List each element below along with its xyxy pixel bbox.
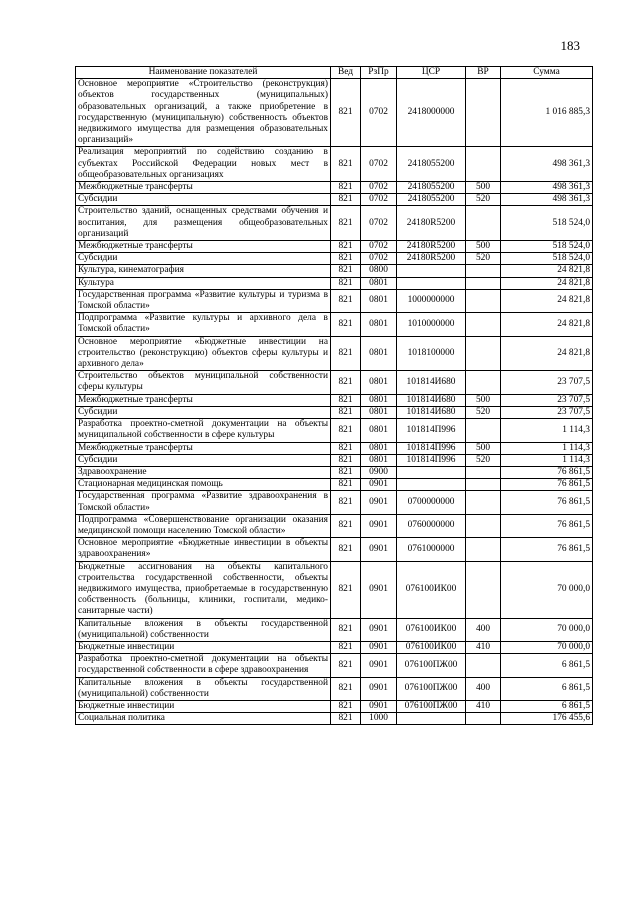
table-row [76, 206, 593, 241]
row-sum: 76 861,5 [501, 538, 593, 561]
row-name: Бюджетные ассигнования на объекты капитального строительства государственной собственности, объекты недвижимого имущества, приобретаемые в государственную собственность (больницы, клиники, госпитали, медико-санитарные части) [76, 561, 331, 618]
row-ved: 821 [331, 654, 361, 677]
row-sum: 70 000,0 [501, 618, 593, 641]
row-ved: 821 [331, 419, 361, 442]
row-name: Государственная программа «Развитие культуры и туризма в Томской области» [76, 289, 331, 312]
row-rzpr: 0702 [361, 206, 397, 241]
row-csr: 076100ПЖ00 [397, 677, 466, 700]
row-csr: 101814И680 [397, 394, 466, 406]
row-vr [466, 206, 501, 241]
row-sum: 23 707,5 [501, 406, 593, 418]
row-sum: 6 861,5 [501, 677, 593, 700]
row-ved: 821 [331, 79, 361, 147]
row-csr [397, 466, 466, 478]
row-rzpr: 0800 [361, 265, 397, 277]
table-body [76, 79, 593, 725]
row-ved: 821 [331, 253, 361, 265]
table-row [76, 79, 593, 147]
row-rzpr: 0801 [361, 406, 397, 418]
row-csr: 101814И680 [397, 371, 466, 394]
row-rzpr: 0901 [361, 491, 397, 514]
row-name: Субсидии [76, 406, 331, 418]
table-row [76, 147, 593, 182]
row-rzpr: 0901 [361, 514, 397, 537]
row-ved: 821 [331, 206, 361, 241]
row-name: Субсидии [76, 194, 331, 206]
row-csr: 101814П996 [397, 442, 466, 454]
table-row [76, 419, 593, 442]
table-row [76, 313, 593, 336]
row-name: Разработка проектно-сметной документации на объекты муниципальной собственности в сфере культуры [76, 419, 331, 442]
row-sum: 24 821,8 [501, 313, 593, 336]
row-csr: 24180R5200 [397, 206, 466, 241]
row-vr [466, 479, 501, 491]
row-rzpr: 0801 [361, 394, 397, 406]
row-name: Стационарная медицинская помощь [76, 479, 331, 491]
table-row [76, 442, 593, 454]
row-sum: 76 861,5 [501, 514, 593, 537]
row-ved: 821 [331, 700, 361, 712]
row-rzpr: 0702 [361, 194, 397, 206]
row-sum: 24 821,8 [501, 336, 593, 371]
row-vr: 500 [466, 241, 501, 253]
table-row [76, 406, 593, 418]
row-name: Строительство объектов муниципальной собственности сферы культуры [76, 371, 331, 394]
row-name: Основное мероприятие «Бюджетные инвестиции в объекты здравоохранения» [76, 538, 331, 561]
row-name: Межбюджетные трансферты [76, 241, 331, 253]
row-rzpr: 0801 [361, 336, 397, 371]
row-vr [466, 538, 501, 561]
table-row [76, 454, 593, 466]
row-sum: 76 861,5 [501, 479, 593, 491]
row-csr: 0760000000 [397, 514, 466, 537]
table-row [76, 713, 593, 725]
row-vr: 520 [466, 253, 501, 265]
row-name: Межбюджетные трансферты [76, 442, 331, 454]
row-vr: 520 [466, 454, 501, 466]
row-vr: 500 [466, 442, 501, 454]
row-rzpr: 0702 [361, 182, 397, 194]
row-rzpr: 0901 [361, 654, 397, 677]
row-rzpr: 0801 [361, 442, 397, 454]
row-vr: 400 [466, 677, 501, 700]
table-row [76, 514, 593, 537]
row-sum: 518 524,0 [501, 241, 593, 253]
row-rzpr: 0900 [361, 466, 397, 478]
row-csr: 1010000000 [397, 313, 466, 336]
table-row [76, 371, 593, 394]
row-ved: 821 [331, 265, 361, 277]
row-csr: 2418055200 [397, 194, 466, 206]
row-name: Реализация мероприятий по содействию созданию в субъектах Российской Федерации новых мест в общеобразовательных организациях [76, 147, 331, 182]
row-rzpr: 0702 [361, 147, 397, 182]
row-sum: 24 821,8 [501, 289, 593, 312]
row-ved: 821 [331, 618, 361, 641]
row-vr [466, 371, 501, 394]
row-name: Бюджетные инвестиции [76, 641, 331, 653]
row-name: Межбюджетные трансферты [76, 394, 331, 406]
row-sum: 518 524,0 [501, 253, 593, 265]
row-sum: 1 114,3 [501, 454, 593, 466]
row-name: Основное мероприятие «Строительство (реконструкция) объектов государственных (муниципальных) образовательных организаций, а также приобретение в государственную (муниципальную) собственность объектов недвижимого имущества для размещения образовательных организаций» [76, 79, 331, 147]
table-row [76, 253, 593, 265]
row-rzpr: 0801 [361, 454, 397, 466]
row-csr: 101814П996 [397, 419, 466, 442]
row-vr [466, 654, 501, 677]
row-sum: 498 361,3 [501, 182, 593, 194]
row-name: Подпрограмма «Развитие культуры и архивного дела в Томской области» [76, 313, 331, 336]
row-rzpr: 0901 [361, 677, 397, 700]
row-ved: 821 [331, 241, 361, 253]
table-row [76, 265, 593, 277]
row-rzpr: 0901 [361, 538, 397, 561]
row-name: Субсидии [76, 253, 331, 265]
row-csr [397, 265, 466, 277]
row-rzpr: 0801 [361, 419, 397, 442]
row-ved: 821 [331, 454, 361, 466]
row-sum: 23 707,5 [501, 394, 593, 406]
row-ved: 821 [331, 394, 361, 406]
header-ved: Вед [331, 67, 361, 79]
row-vr [466, 265, 501, 277]
row-csr: 076100ПЖ00 [397, 700, 466, 712]
row-csr: 076100ПЖ00 [397, 654, 466, 677]
row-ved: 821 [331, 147, 361, 182]
row-rzpr: 0801 [361, 277, 397, 289]
row-name: Субсидии [76, 454, 331, 466]
row-sum: 70 000,0 [501, 561, 593, 618]
row-vr [466, 466, 501, 478]
row-ved: 821 [331, 466, 361, 478]
table-row [76, 466, 593, 478]
table-row [76, 241, 593, 253]
page-number: 183 [560, 38, 580, 53]
row-sum: 1 114,3 [501, 442, 593, 454]
row-ved: 821 [331, 336, 361, 371]
row-ved: 821 [331, 194, 361, 206]
row-vr: 400 [466, 618, 501, 641]
row-name: Капитальные вложения в объекты государственной (муниципальной) собственности [76, 677, 331, 700]
row-vr: 500 [466, 394, 501, 406]
row-csr [397, 277, 466, 289]
table-row [76, 479, 593, 491]
row-sum: 1 016 885,3 [501, 79, 593, 147]
row-rzpr: 0901 [361, 618, 397, 641]
row-csr: 076100ИК00 [397, 618, 466, 641]
row-vr [466, 336, 501, 371]
row-sum: 24 821,8 [501, 265, 593, 277]
table-row [76, 277, 593, 289]
table-row [76, 618, 593, 641]
table-header-row [76, 67, 593, 79]
row-csr: 2418055200 [397, 147, 466, 182]
row-name: Строительство зданий, оснащенных средствами обучения и воспитания, для размещения общеобразовательных организаций [76, 206, 331, 241]
row-vr [466, 713, 501, 725]
row-sum: 176 455,6 [501, 713, 593, 725]
header-csr: ЦСР [397, 67, 466, 79]
row-name: Разработка проектно-сметной документации на объекты государственной собственности в сфере здравоохранения [76, 654, 331, 677]
row-vr [466, 147, 501, 182]
table-row [76, 561, 593, 618]
row-rzpr: 0801 [361, 371, 397, 394]
row-csr [397, 479, 466, 491]
row-rzpr: 0901 [361, 641, 397, 653]
row-rzpr: 0901 [361, 479, 397, 491]
row-sum: 70 000,0 [501, 641, 593, 653]
table-row [76, 654, 593, 677]
row-vr: 520 [466, 194, 501, 206]
row-rzpr: 0801 [361, 313, 397, 336]
row-csr: 1018100000 [397, 336, 466, 371]
row-sum: 518 524,0 [501, 206, 593, 241]
row-vr [466, 561, 501, 618]
row-vr: 410 [466, 641, 501, 653]
row-csr: 1000000000 [397, 289, 466, 312]
row-rzpr: 0801 [361, 289, 397, 312]
row-csr: 076100ИК00 [397, 561, 466, 618]
row-vr [466, 419, 501, 442]
table-row [76, 289, 593, 312]
row-ved: 821 [331, 406, 361, 418]
row-name: Основное мероприятие «Бюджетные инвестиции на строительство (реконструкцию) объектов сферы культуры и архивного дела» [76, 336, 331, 371]
row-sum: 6 861,5 [501, 654, 593, 677]
row-csr: 101814П996 [397, 454, 466, 466]
row-sum: 76 861,5 [501, 491, 593, 514]
header-rzpr: РзПр [361, 67, 397, 79]
row-vr [466, 313, 501, 336]
row-ved: 821 [331, 182, 361, 194]
row-csr: 076100ИК00 [397, 641, 466, 653]
row-vr [466, 514, 501, 537]
row-sum: 6 861,5 [501, 700, 593, 712]
row-ved: 821 [331, 514, 361, 537]
row-sum: 1 114,3 [501, 419, 593, 442]
row-ved: 821 [331, 561, 361, 618]
row-name: Подпрограмма «Совершенствование организации оказания медицинской помощи населению Томской области» [76, 514, 331, 537]
row-rzpr: 0901 [361, 700, 397, 712]
row-vr [466, 79, 501, 147]
row-vr [466, 289, 501, 312]
row-vr: 410 [466, 700, 501, 712]
row-sum: 24 821,8 [501, 277, 593, 289]
table-row [76, 700, 593, 712]
row-ved: 821 [331, 713, 361, 725]
row-sum: 498 361,3 [501, 194, 593, 206]
row-ved: 821 [331, 491, 361, 514]
row-ved: 821 [331, 677, 361, 700]
header-sum: Сумма [501, 67, 593, 79]
row-csr: 2418000000 [397, 79, 466, 147]
row-csr: 24180R5200 [397, 253, 466, 265]
row-ved: 821 [331, 538, 361, 561]
table-row [76, 336, 593, 371]
row-ved: 821 [331, 442, 361, 454]
row-name: Государственная программа «Развитие здравоохранения в Томской области» [76, 491, 331, 514]
table-row [76, 194, 593, 206]
row-ved: 821 [331, 641, 361, 653]
row-ved: 821 [331, 289, 361, 312]
row-ved: 821 [331, 371, 361, 394]
row-rzpr: 0702 [361, 253, 397, 265]
header-name: Наименование показателей [76, 67, 331, 79]
row-name: Культура [76, 277, 331, 289]
table-row [76, 641, 593, 653]
row-vr: 520 [466, 406, 501, 418]
row-name: Здравоохранение [76, 466, 331, 478]
row-name: Социальная политика [76, 713, 331, 725]
row-name: Культура, кинематография [76, 265, 331, 277]
row-vr [466, 491, 501, 514]
row-csr: 101814И680 [397, 406, 466, 418]
row-ved: 821 [331, 313, 361, 336]
row-sum: 23 707,5 [501, 371, 593, 394]
row-ved: 821 [331, 277, 361, 289]
row-csr: 0761000000 [397, 538, 466, 561]
row-rzpr: 0702 [361, 241, 397, 253]
row-rzpr: 0901 [361, 561, 397, 618]
row-name: Бюджетные инвестиции [76, 700, 331, 712]
row-vr: 500 [466, 182, 501, 194]
header-vr: ВР [466, 67, 501, 79]
row-rzpr: 1000 [361, 713, 397, 725]
row-sum: 76 861,5 [501, 466, 593, 478]
table-row [76, 491, 593, 514]
row-csr [397, 713, 466, 725]
table-row [76, 538, 593, 561]
row-vr [466, 277, 501, 289]
table-row [76, 677, 593, 700]
row-sum: 498 361,3 [501, 147, 593, 182]
row-rzpr: 0702 [361, 79, 397, 147]
table-row [76, 394, 593, 406]
table-row [76, 182, 593, 194]
budget-table [75, 66, 593, 725]
row-ved: 821 [331, 479, 361, 491]
row-csr: 24180R5200 [397, 241, 466, 253]
row-csr: 0700000000 [397, 491, 466, 514]
row-name: Межбюджетные трансферты [76, 182, 331, 194]
row-name: Капитальные вложения в объекты государственной (муниципальной) собственности [76, 618, 331, 641]
row-csr: 2418055200 [397, 182, 466, 194]
